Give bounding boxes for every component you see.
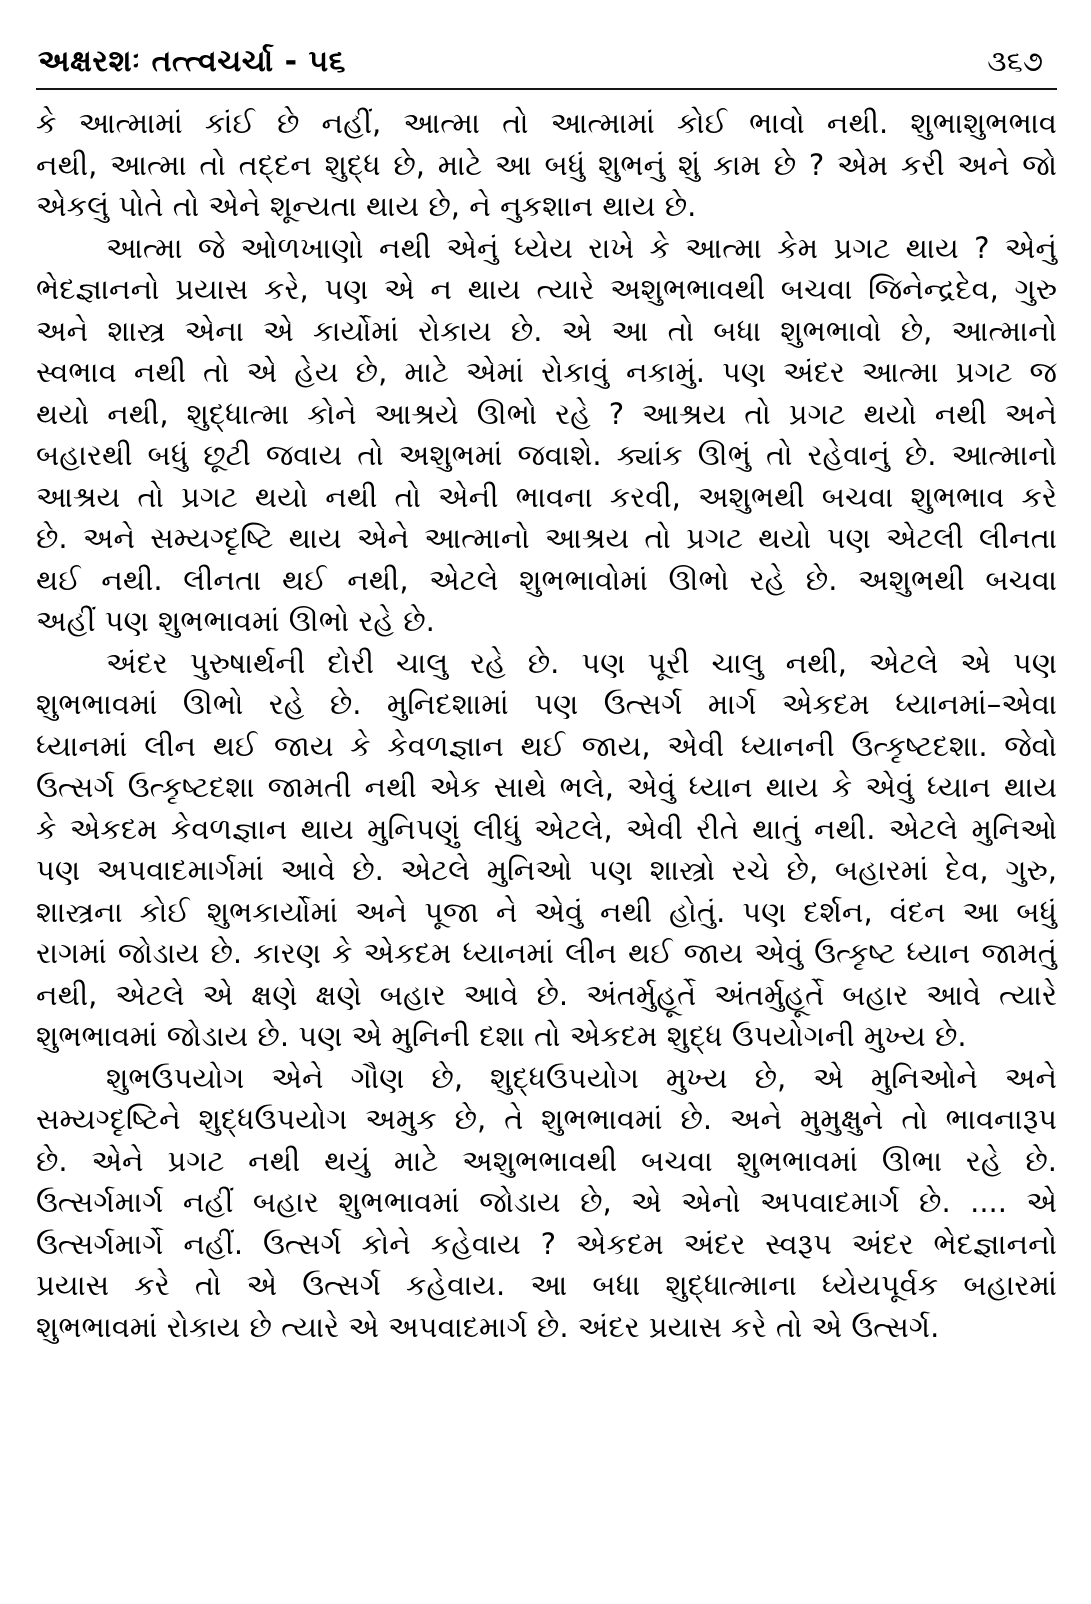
text-line: સમ્યગ્દૃષ્ટિને શુદ્ધઉપયોગ અમુક છે, તે શુભભાવમાં છે. અને મુમુક્ષુને તો ભાવનારૂપ xyxy=(36,1102,1057,1136)
text-line: નથી, એટલે એ ક્ષણે ક્ષણે બહાર આવે છે. અંતર્મુહૂર્તે અંતર્મુહૂર્તે બહાર આવે ત્યારે xyxy=(36,977,1057,1012)
text-line: ઉત્સર્ગ ઉત્કૃષ્ટદશા જામતી નથી એક સાથે ભલે, એવું ધ્યાન થાય કે એવું ધ્યાન થાય xyxy=(36,770,1057,804)
text-line: આશ્રય તો પ્રગટ થયો નથી તો એની ભાવના કરવી, અશુભથી બચવા શુભભાવ કરે xyxy=(36,479,1057,514)
text-line: બહારથી બધું છૂટી જવાય તો અશુભમાં જવાશે. ક્યાંક ઊભું તો રહેવાનું છે. આત્માનો xyxy=(36,438,1057,472)
text-line: છે. એને પ્રગટ નથી થયું માટે અશુભભાવથી બચવા શુભભાવમાં ઊભા રહે છે. xyxy=(36,1143,1057,1178)
text-line: શાસ્ત્રના કોઈ શુભકાર્યોમાં અને પૂજા ને એવું નથી હોતું. પણ દર્શન, વંદન આ બધું xyxy=(36,894,1057,929)
paragraph xyxy=(36,103,1057,228)
page-header xyxy=(36,44,1057,79)
text-line: કે આત્મામાં કાંઈ છે નહીં, આત્મા તો આત્મામાં કોઈ ભાવો નથી. શુભાશુભભાવ xyxy=(36,106,1057,140)
text-line: શુભઉપયોગ એને ગૌણ છે, શુદ્ધઉપયોગ મુખ્ય છે, એ મુનિઓને અને xyxy=(106,1060,1057,1095)
document-body xyxy=(36,103,1057,1348)
text-line: થયો નથી, શુદ્ધાત્મા કોને આશ્રયે ઊભો રહે ? આશ્રય તો પ્રગટ થયો નથી અને xyxy=(36,396,1057,431)
text-line: નથી, આત્મા તો તદ્દન શુદ્ધ છે, માટે આ બધું શુભનું શું કામ છે ? એમ કરી અને જો xyxy=(36,147,1057,182)
page-number: ૩૬૭ xyxy=(987,44,1043,78)
header-rule xyxy=(36,88,1057,90)
text-line: અને શાસ્ત્ર એના એ કાર્યોમાં રોકાય છે. એ આ તો બધા શુભભાવો છે, આત્માનો xyxy=(36,313,1057,348)
text-line: પણ અપવાદમાર્ગમાં આવે છે. એટલે મુનિઓ પણ શાસ્ત્રો રચે છે, બહારમાં દેવ, ગુરુ, xyxy=(36,853,1057,887)
text-line: ધ્યાનમાં લીન થઈ જાય કે કેવળજ્ઞાન થઈ જાય, એવી ધ્યાનની ઉત્કૃષ્ટદશા. જેવો xyxy=(36,728,1057,763)
text-line: છે. અને સમ્યગ્દૃષ્ટિ થાય એને આત્માનો આશ્રય તો પ્રગટ થયો પણ એટલી લીનતા xyxy=(36,521,1057,555)
text-line: ઉત્સર્ગમાર્ગ નહીં બહાર શુભભાવમાં જોડાય છે, એ એનો અપવાદમાર્ગ છે. .... એ xyxy=(36,1185,1057,1219)
running-header-title: અક્ષરશઃ તત્ત્વચર્ચા - ૫૬ xyxy=(38,44,346,79)
text-line: કે એકદમ કેવળજ્ઞાન થાય મુનિપણું લીધું એટલે, એવી રીતે થાતું નથી. એટલે મુનિઓ xyxy=(36,811,1057,846)
text-line: અંદર પુરુષાર્થની દોરી ચાલુ રહે છે. પણ પૂરી ચાલુ નથી, એટલે એ પણ xyxy=(106,645,1057,680)
paragraph xyxy=(36,1058,1057,1349)
text-line: રાગમાં જોડાય છે. કારણ કે એકદમ ધ્યાનમાં લીન થઈ જાય એવું ઉત્કૃષ્ટ ધ્યાન જામતું xyxy=(36,936,1057,970)
text-line: શુભભાવમાં રોકાય છે ત્યારે એ અપવાદમાર્ગ છે. અંદર પ્રયાસ કરે તો એ ઉત્સર્ગ. xyxy=(36,1309,940,1344)
text-line: સ્વભાવ નથી તો એ હેય છે, માટે એમાં રોકાવું નકામું. પણ અંદર આત્મા પ્રગટ જ xyxy=(36,355,1057,389)
text-line: શુભભાવમાં જોડાય છે. પણ એ મુનિની દશા તો એકદમ શુદ્ધ ઉપયોગની મુખ્ય છે. xyxy=(36,1019,967,1053)
paragraph xyxy=(36,228,1057,643)
text-line: આત્મા જે ઓળખાણો નથી એનું ધ્યેય રાખે કે આત્મા કેમ પ્રગટ થાય ? એનું xyxy=(106,230,1057,265)
text-line: શુભભાવમાં ઊભો રહે છે. મુનિદશામાં પણ ઉત્સર્ગ માર્ગ એકદમ ધ્યાનમાં–એવા xyxy=(36,687,1057,721)
text-line: ભેદજ્ઞાનનો પ્રયાસ કરે, પણ એ ન થાય ત્યારે અશુભભાવથી બચવા જિનેન્દ્રદેવ, ગુરુ xyxy=(36,272,1057,306)
text-line: અહીં પણ શુભભાવમાં ઊભો રહે છે. xyxy=(36,604,435,638)
text-line: ઉત્સર્ગમાર્ગે નહીં. ઉત્સર્ગ કોને કહેવાય ? એકદમ અંદર સ્વરૂપ અંદર ભેદજ્ઞાનનો xyxy=(36,1226,1057,1261)
text-line: પ્રયાસ કરે તો એ ઉત્સર્ગ કહેવાય. આ બધા શુદ્ધાત્માના ધ્યેયપૂર્વક બહારમાં xyxy=(36,1268,1057,1302)
text-line: થઈ નથી. લીનતા થઈ નથી, એટલે શુભભાવોમાં ઊભો રહે છે. અશુભથી બચવા xyxy=(36,562,1057,597)
paragraph xyxy=(36,643,1057,1058)
text-line: એકલું પોતે તો એને શૂન્યતા થાય છે, ને નુકશાન થાય છે. xyxy=(36,189,697,223)
